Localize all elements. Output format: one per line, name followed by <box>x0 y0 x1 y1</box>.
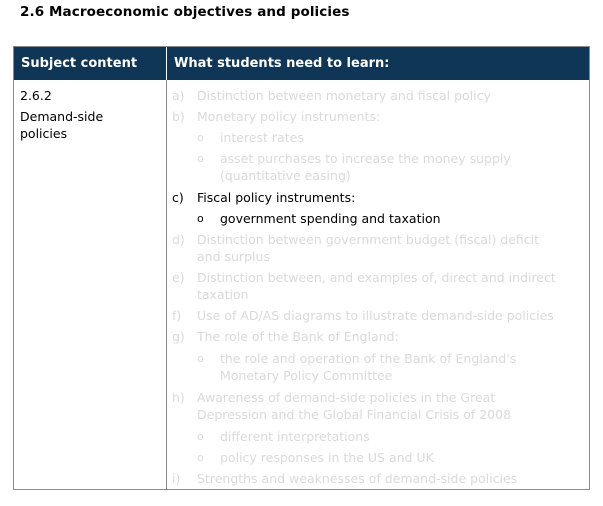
bullet-icon: o <box>197 451 204 464</box>
bullet-icon: o <box>197 352 204 365</box>
sub-item-text: government spending and taxation <box>220 211 441 226</box>
subject-title-line1: Demand-side <box>20 109 104 124</box>
specification-table <box>13 46 590 490</box>
sub-item-text: policy responses in the US and UK <box>220 450 434 465</box>
item-text: Strengths and weaknesses of demand-side policies <box>197 471 518 486</box>
learning-content <box>172 87 587 491</box>
item-text: Monetary policy instruments: <box>197 109 381 124</box>
item-text: The role of the Bank of England: <box>197 329 399 344</box>
section-title: 2.6 Macroeconomic objectives and policies <box>20 4 350 20</box>
item-text-line2: Depression and the Global Financial Crisis of 2008 <box>197 407 512 422</box>
sub-item <box>172 428 587 445</box>
item-label: f) <box>172 308 182 323</box>
item-text-line1: Distinction between, and examples of, direct and indirect <box>197 270 556 285</box>
item-label: b) <box>172 109 185 124</box>
list-item-d <box>172 231 587 265</box>
bullet-icon: o <box>197 131 204 144</box>
item-text: Distinction between monetary and fiscal policy <box>197 88 491 103</box>
bullet-icon: o <box>197 212 204 225</box>
subject-title-line2: policies <box>20 126 68 141</box>
column-divider <box>166 80 167 490</box>
item-label: g) <box>172 329 185 344</box>
item-text-line1: Distinction between government budget (fiscal) deficit <box>197 232 540 247</box>
header-subject-content: Subject content <box>21 56 138 71</box>
subject-code: 2.6.2 <box>20 88 52 103</box>
item-label: c) <box>172 190 184 205</box>
header-divider <box>166 47 167 80</box>
subject-cell <box>20 87 103 142</box>
list-item-i <box>172 470 587 487</box>
list-item-h <box>172 389 587 423</box>
bullet-icon: o <box>197 430 204 443</box>
sub-item <box>172 150 587 184</box>
item-text: Fiscal policy instruments: <box>197 190 356 205</box>
sub-item <box>172 449 587 466</box>
list-item-a <box>172 87 587 104</box>
bullet-icon: o <box>197 152 204 165</box>
sub-item <box>172 210 587 227</box>
sub-item-text: different interpretations <box>220 429 370 444</box>
list-item-c <box>172 189 587 206</box>
list-item-b <box>172 108 587 125</box>
list-item-e <box>172 269 587 303</box>
item-text-line2: taxation <box>197 287 249 302</box>
sub-item-text-line1: the role and operation of the Bank of England's <box>220 351 517 366</box>
item-text-line2: and surplus <box>197 249 270 264</box>
sub-item <box>172 350 587 384</box>
item-label: a) <box>172 88 185 103</box>
item-label: i) <box>172 471 181 486</box>
sub-item-text-line2: Monetary Policy Committee <box>220 368 393 383</box>
list-item-f <box>172 307 587 324</box>
item-label: e) <box>172 270 185 285</box>
sub-item-text-line1: asset purchases to increase the money supply <box>220 151 511 166</box>
item-text-line1: Awareness of demand-side policies in the Great <box>197 390 496 405</box>
item-label: h) <box>172 390 185 405</box>
sub-item-text: interest rates <box>220 130 304 145</box>
item-label: d) <box>172 232 185 247</box>
table-header <box>14 47 589 81</box>
sub-item-text-line2: (quantitative easing) <box>220 168 351 183</box>
list-item-g <box>172 328 587 345</box>
item-text: Use of AD/AS diagrams to illustrate demand-side policies <box>197 308 554 323</box>
sub-item <box>172 129 587 146</box>
header-what-to-learn: What students need to learn: <box>174 56 390 71</box>
